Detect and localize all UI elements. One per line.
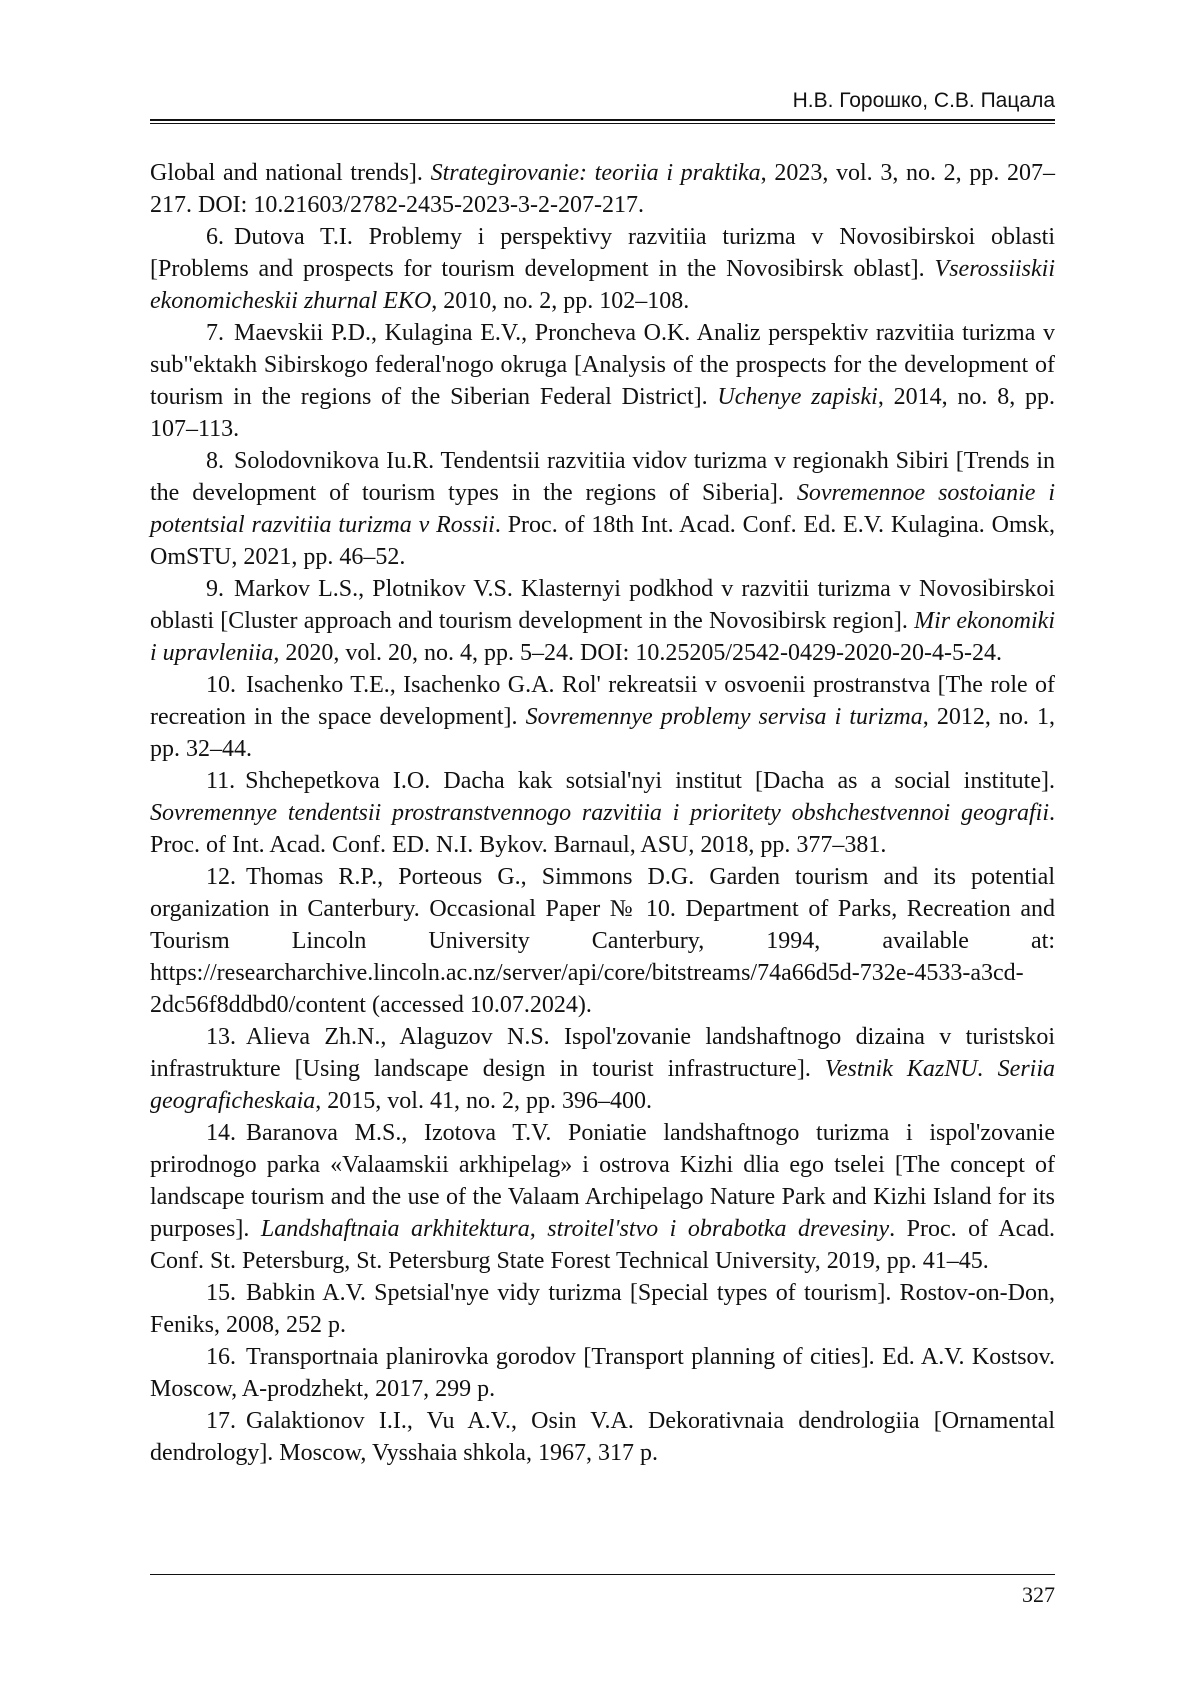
reference-number: 13. xyxy=(206,1024,236,1050)
reference-text: Baranova M.S., Izotova T.V. Poniatie landshaftnogo turizma i ispol'zovanie prirodnogo parka «Valaamskii arkhipelag» i ostrova Kizhi dlia ego tselei [The concept of landscape tourism and the use of the Valaam Archipelago Nature Park and Kizhi Island for its purposes]. xyxy=(150,1120,1055,1242)
reference-text: Solodovnikova Iu.R. Tendentsii razvitiia vidov turizma v regionakh Sibiri [Trends in the development of tourism types in the regions of Siberia]. xyxy=(150,448,1055,506)
header-rule xyxy=(150,119,1055,124)
reference-text: . Proc. of 18th Int. Acad. Conf. Ed. E.V. Kulagina. Omsk, OmSTU, 2021, pp. 46–52. xyxy=(150,512,1056,570)
reference-source-title: Landshaftnaia arkhitektura, stroitel'stvo i obrabotka drevesiny xyxy=(260,1216,890,1242)
reference-item xyxy=(150,1117,1055,1277)
reference-item xyxy=(150,669,1055,765)
reference-number: 11. xyxy=(206,768,236,794)
reference-source-title: Sovremennye problemy servisa i turizma xyxy=(525,704,923,730)
reference-number: 10. xyxy=(206,672,236,698)
reference-source-title: Vserossiiskii ekonomicheskii zhurnal EKO xyxy=(150,256,1055,314)
reference-text: Markov L.S., Plotnikov V.S. Klasternyi podkhod v razvitii turizma v Novosibirskoi oblasti [Cluster approach and tourism development in the Novosibirsk region]. xyxy=(150,576,1055,634)
reference-item xyxy=(150,573,1055,669)
reference-text: Maevskii P.D., Kulagina E.V., Proncheva O.K. Analiz perspektiv razvitiia turizma v sub"ektakh Sibirskogo federal'nogo okruga [Analysis of the prospects for the development of tourism in the regions of the Siberian Federal District]. xyxy=(150,320,1055,410)
reference-item xyxy=(150,317,1055,445)
reference-number: 12. xyxy=(206,864,236,890)
reference-text: . Proc. of Acad. Conf. St. Petersburg, St. Petersburg State Forest Technical University, 2019, pp. 41–45. xyxy=(150,1216,1055,1274)
reference-number: 17. xyxy=(206,1408,236,1434)
reference-text: Global and national trends]. xyxy=(150,160,431,186)
reference-item xyxy=(150,1277,1055,1341)
reference-text: Dutova T.I. Problemy i perspektivy razvitiia turizma v Novosibirskoi oblasti [Problems and prospects for tourism development in the Novosibirsk oblast]. xyxy=(150,224,1055,282)
reference-text: , 2014, no. 8, pp. 107–113. xyxy=(150,384,1056,442)
reference-item xyxy=(150,221,1055,317)
reference-number: 14. xyxy=(206,1120,236,1146)
reference-text: Alieva Zh.N., Alaguzov N.S. Ispol'zovanie landshaftnogo dizaina v turistskoi infrastrukture [Using landscape design in tourist infrastructure]. xyxy=(150,1024,1055,1082)
reference-number: 8. xyxy=(206,448,224,474)
reference-source-title: Uchenye zapiski xyxy=(717,384,878,410)
reference-text: , 2012, no. 1, pp. 32–44. xyxy=(150,704,1056,762)
reference-text: , 2020, vol. 20, no. 4, pp. 5–24. DOI: 10.25205/2542-0429-2020-20-4-5-24. xyxy=(273,640,1002,666)
reference-item xyxy=(150,861,1055,1021)
reference-item xyxy=(150,765,1055,861)
reference-list xyxy=(150,157,1055,1469)
reference-text: . Proc. of Int. Acad. Conf. ED. N.I. Bykov. Barnaul, ASU, 2018, pp. 377–381. xyxy=(150,800,1055,858)
reference-text: Galaktionov I.I., Vu A.V., Osin V.A. Dekorativnaia dendrologiia [Ornamental dendrology]. Moscow, Vysshaia shkola, 1967, 317 p. xyxy=(150,1408,1055,1466)
page-number: 327 xyxy=(1022,1582,1055,1607)
reference-source-title: Sovremennye tendentsii prostranstvennogo razvitiia i prioritety obshchestvennoi geografii xyxy=(150,800,1049,826)
reference-item xyxy=(150,1341,1055,1405)
running-head: Н.В. Горошко, С.В. Пацала xyxy=(792,89,1055,112)
reference-text: , 2015, vol. 41, no. 2, pp. 396–400. xyxy=(315,1088,652,1114)
reference-number: 6. xyxy=(206,224,224,250)
reference-number: 15. xyxy=(206,1280,236,1306)
reference-number: 9. xyxy=(206,576,224,602)
reference-source-title: Mir ekonomiki i upravleniia xyxy=(150,608,1055,666)
reference-source-title: Strategirovanie: teoriia i praktika xyxy=(430,160,761,186)
reference-text: Thomas R.P., Porteous G., Simmons D.G. Garden tourism and its potential organization in Canterbury. Occasional Paper № 10. Department of Parks, Recreation and Tourism Lincoln University Canterbury, 1994, available at: https://researcharchive.lincoln.ac.nz/server/api/core/bitstreams/74a66d5d-732e-4533-a3cd-2dc56f8ddbd0/content (accessed 10.07.2024). xyxy=(150,864,1055,1018)
reference-number: 7. xyxy=(206,320,224,346)
reference-text: , 2023, vol. 3, no. 2, pp. 207–217. DOI: 10.21603/2782-2435-2023-3-2-207-217. xyxy=(150,160,1055,218)
reference-item xyxy=(150,1021,1055,1117)
reference-text: Transportnaia planirovka gorodov [Transport planning of cities]. Ed. A.V. Kostsov. Moscow, A-prodzhekt, 2017, 299 p. xyxy=(150,1344,1055,1402)
reference-item xyxy=(150,157,1055,221)
reference-item xyxy=(150,1405,1055,1469)
reference-source-title: Vestnik KazNU. Seriia geograficheskaia xyxy=(150,1056,1055,1114)
reference-text: Isachenko T.E., Isachenko G.A. Rol' rekreatsii v osvoenii prostranstva [The role of recreation in the space development]. xyxy=(150,672,1055,730)
reference-source-title: Sovremennoe sostoianie i potentsial razvitiia turizma v Rossii xyxy=(150,480,1055,538)
reference-text: , 2010, no. 2, pp. 102–108. xyxy=(431,288,690,314)
reference-text: Shchepetkova I.O. Dacha kak sotsial'nyi institut [Dacha as a social institute]. xyxy=(245,768,1055,794)
reference-number: 16. xyxy=(206,1344,236,1370)
reference-text: Babkin A.V. Spetsial'nye vidy turizma [Special types of tourism]. Rostov-on-Don, Feniks, 2008, 252 p. xyxy=(150,1280,1055,1338)
footer-rule xyxy=(150,1574,1055,1575)
reference-item xyxy=(150,445,1055,573)
